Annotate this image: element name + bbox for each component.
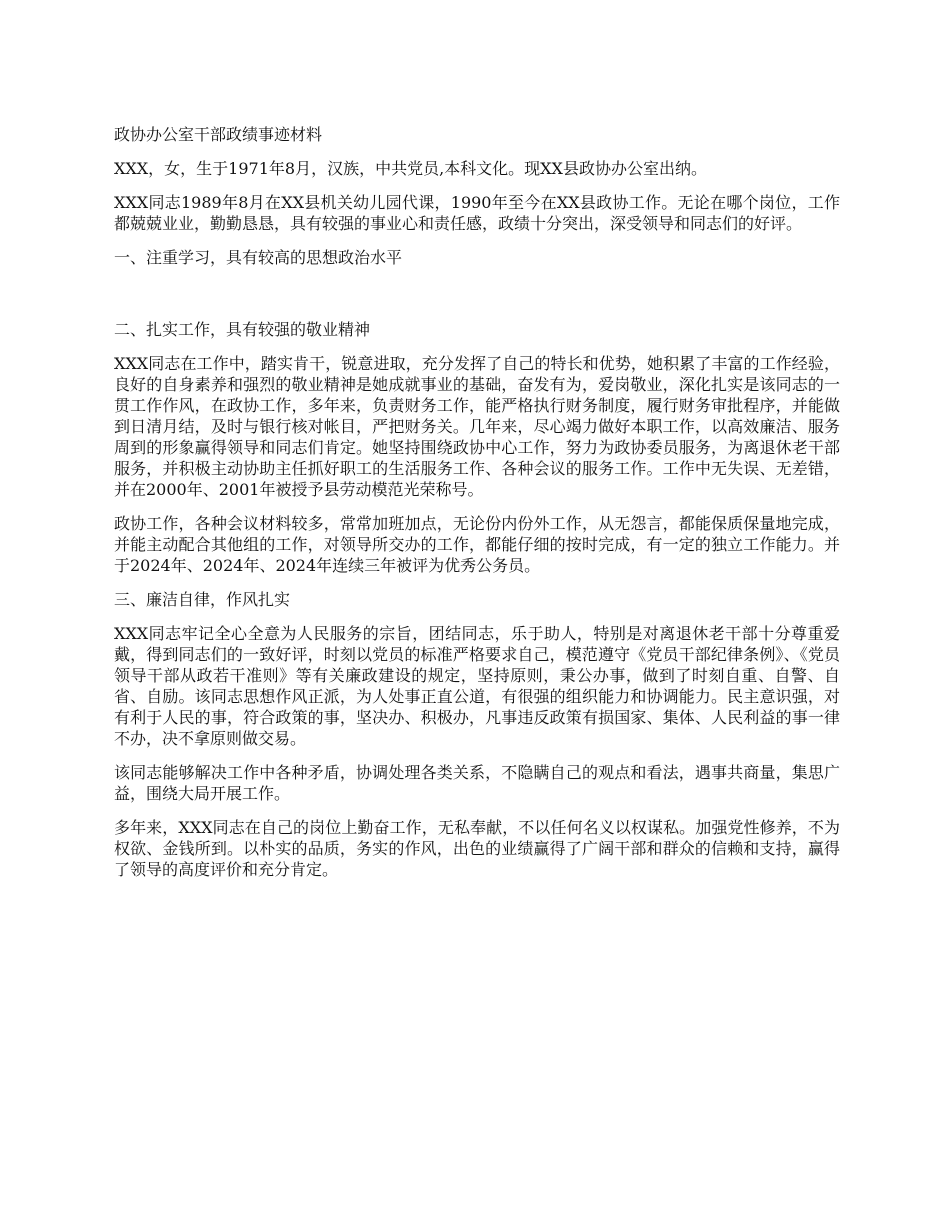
intro-paragraph-1: XXX，女，生于1971年8月，汉族，中共党员,本科文化。现XX县政协办公室出纳。 <box>114 159 707 178</box>
section-2-paragraph-1: XXX同志在工作中，踏实肯干，锐意进取，充分发挥了自己的特长和优势，她积累了丰富的工作经验，良好的自身素养和强烈的敬业精神是她成就事业的基础，奋发有为，爱岗敬业，深化扎实是该同志的一贯工作作风，在政协工作，多年来，负责财务工作，能严格执行财务制度，履行财务审批程序，并能做到日清月结，及时与银行核对帐目，严把财务关。几年来，尽心竭力做好本职工作，以高效廉洁、服务周到的形象赢得领导和同志们肯定。她坚持围绕政协中心工作，努力为政协委员服务，为离退休老干部服务，并积极主动协助主任抓好职工的生活服务工作、各种会议的服务工作。工作中无失误、无差错，并在2000年、2001年被授予县劳动模范光荣称号。 <box>114 354 840 499</box>
blank-space <box>114 281 840 319</box>
section-1-heading: 一、注重学习，具有较高的思想政治水平 <box>114 248 403 267</box>
section-2-heading: 二、扎实工作，具有较强的敬业精神 <box>114 320 371 339</box>
section-3-paragraph-3: 多年来，XXX同志在自己的岗位上勤奋工作，无私奉献，不以任何名义以权谋私。加强党性修养，不为权欲、金钱所到。以朴实的品质，务实的作风，出色的业绩赢得了广阔干部和群众的信赖和支持，赢得了领导的高度评价和充分肯定。 <box>114 818 840 879</box>
section-2-paragraph-2: 政协工作，各种会议材料较多，常常加班加点，无论份内份外工作，从无怨言，都能保质保量地完成，并能主动配合其他组的工作，对领导所交办的工作，都能仔细的按时完成，有一定的独立工作能力。并于2024年、2024年、2024年连续三年被评为优秀公务员。 <box>114 514 840 575</box>
document-title: 政协办公室干部政绩事迹材料 <box>114 125 323 144</box>
section-3-paragraph-2: 该同志能够解决工作中各种矛盾，协调处理各类关系，不隐瞒自己的观点和看法，遇事共商量，集思广益，围绕大局开展工作。 <box>114 763 840 803</box>
document-body <box>114 124 840 893</box>
section-3-paragraph-1: XXX同志牢记全心全意为人民服务的宗旨，团结同志，乐于助人，特别是对离退休老干部十分尊重爱戴，得到同志们的一致好评，时刻以党员的标准严格要求自己，模范遵守《党员干部纪律条例》、《党员领导干部从政若干准则》等有关廉政建设的规定，坚持原则，秉公办事，做到了时刻自重、自警、自省、自励。该同志思想作风正派，为人处事正直公道，有很强的组织能力和协调能力。民主意识强，对有利于人民的事，符合政策的事，坚决办、积极办，凡事违反政策有损国家、集体、人民利益的事一律不办，决不拿原则做交易。 <box>114 624 840 748</box>
intro-paragraph-2: XXX同志1989年8月在XX县机关幼儿园代课，1990年至今在XX县政协工作。无论在哪个岗位，工作都兢兢业业，勤勤恳恳，具有较强的事业心和责任感，政绩十分突出，深受领导和同志们的好评。 <box>114 193 840 233</box>
section-3-heading: 三、廉洁自律，作风扎实 <box>114 590 291 609</box>
